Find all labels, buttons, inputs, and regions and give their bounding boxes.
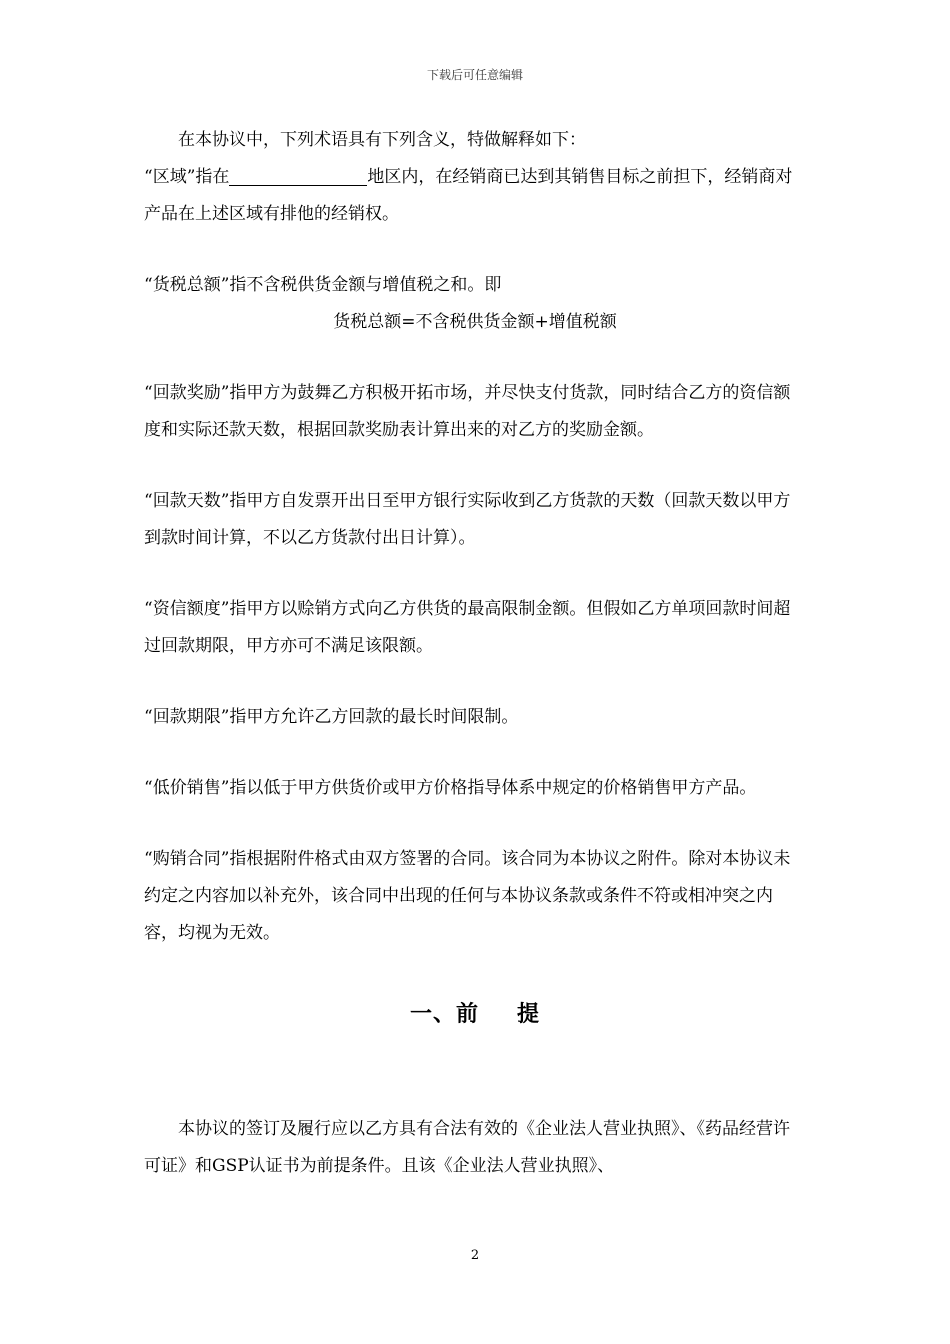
section-title-part2: 提 [517,1001,541,1027]
region-suffix: 地区内，在经销商已达到其销售目标之前担下，经销商对产品在上述区域有排他的经销权。 [144,167,793,224]
section-body: 本协议的签订及履行应以乙方具有合法有效的《企业法人营业执照》、《药品经营许可证》和GSP认证书为前提条件。且该《企业法人营业执照》、 [144,1119,790,1176]
payment-period-definition: “回款期限”指甲方允许乙方回款的最长时间限制。 [144,707,519,727]
document-body [144,122,806,1185]
credit-limit-definition: “资信额度”指甲方以赊销方式向乙方供货的最高限制金额。但假如乙方单项回款时间超过回款期限，甲方亦可不满足该限额。 [144,599,791,656]
contract-definition: “购销合同”指根据附件格式由双方签署的合同。该合同为本协议之附件。除对本协议未约定之内容加以补充外，该合同中出现的任何与本协议条款或条件不符或相冲突之内容，均视为无效。 [144,849,791,943]
section-title-part1: 一、前 [409,1001,479,1027]
low-price-definition: “低价销售”指以低于甲方供货价或甲方价格指导体系中规定的价格销售甲方产品。 [144,778,757,798]
spacer [144,665,806,699]
page-header: 下载后可任意编辑 [426,68,523,82]
tax-total-definition: “货税总额”指不含税供货金额与增值税之和。即 [144,275,502,295]
intro-paragraph: 在本协议中，下列术语具有下列含义，特做解释如下： [178,130,586,150]
tax-formula: 货税总额=不含税供货金额+增值税额 [333,312,617,332]
spacer [144,807,806,841]
region-blank-line [229,165,367,186]
spacer [144,449,806,483]
payment-reward-definition: “回款奖励”指甲方为鼓舞乙方积极开拓市场，并尽快支付货款，同时结合乙方的资信额度和实际还款天数，根据回款奖励表计算出来的对乙方的奖励金额。 [144,383,791,440]
payment-days-definition: “回款天数”指甲方自发票开出日至甲方银行实际收到乙方货款的天数（回款天数以甲方到款时间计算，不以乙方货款付出日计算）。 [144,491,791,548]
page-number: 2 [470,1248,480,1263]
spacer [144,557,806,591]
spacer [144,736,806,770]
spacer [144,233,806,267]
spacer [144,341,806,375]
region-definition [144,159,806,233]
region-prefix: “区域”指在 [144,167,230,187]
section-title [144,996,806,1033]
